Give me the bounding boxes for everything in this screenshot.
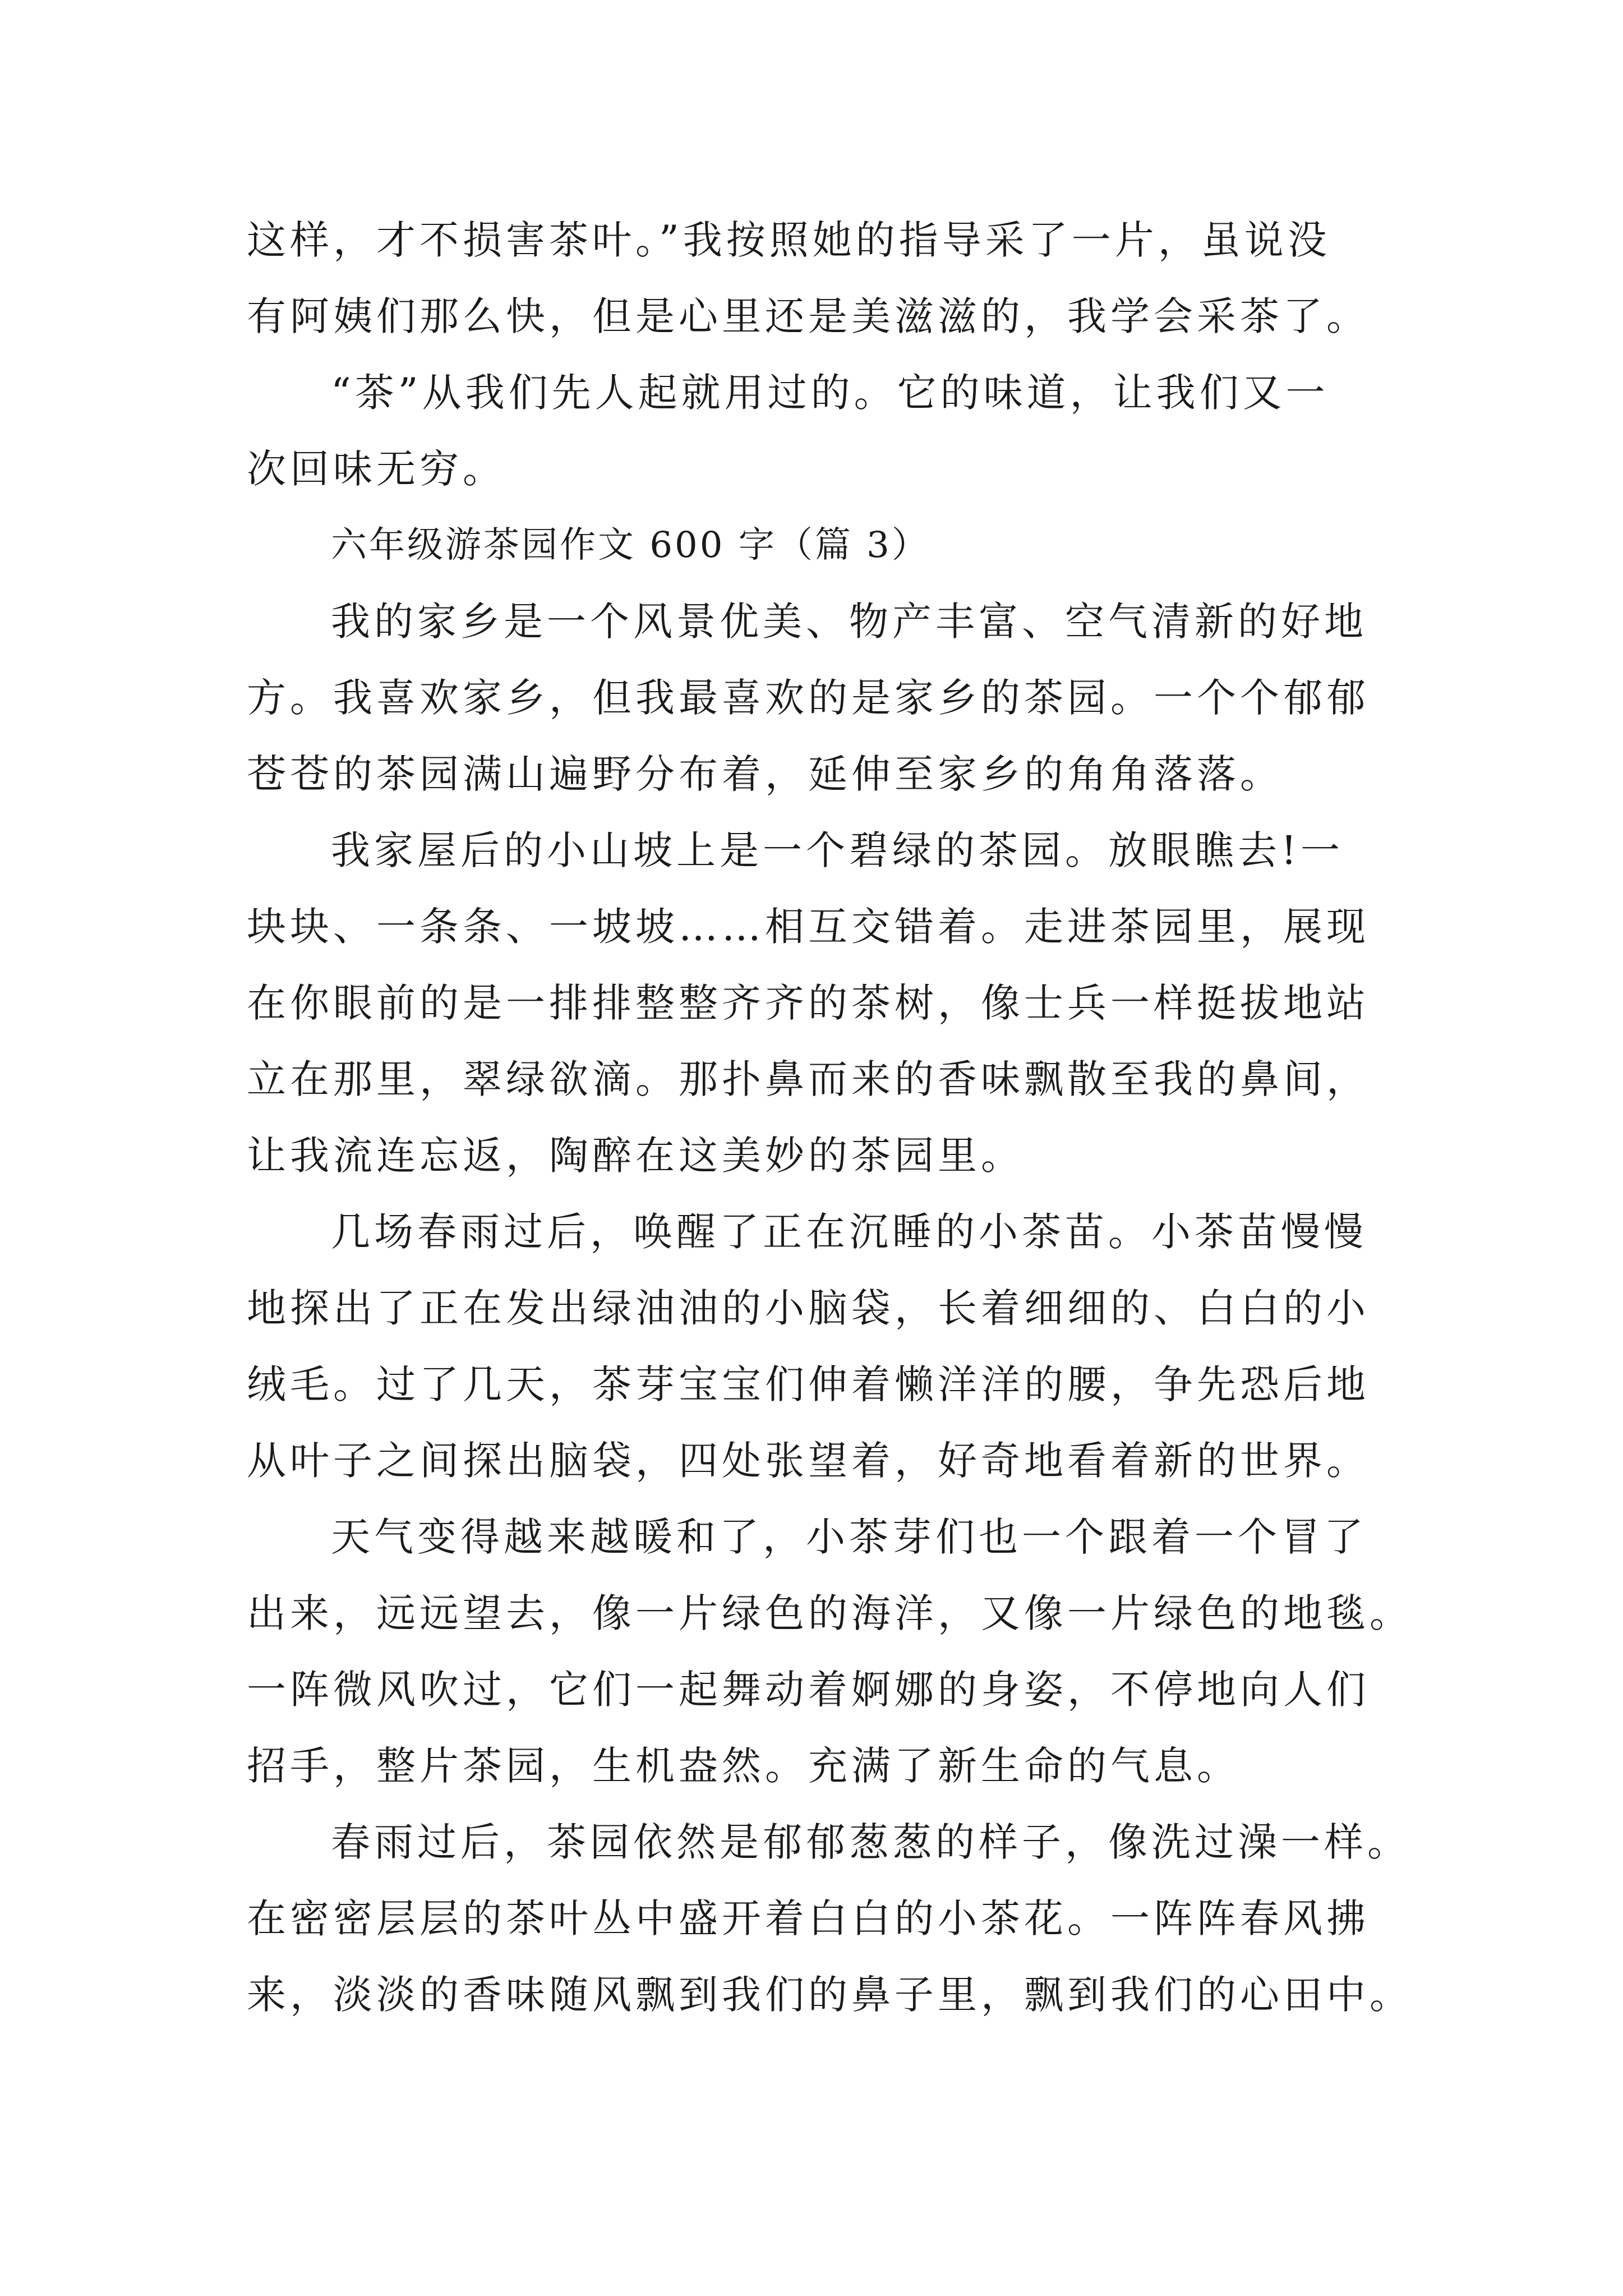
section-heading: 六年级游茶园作文 600 字（篇 3） [331,524,930,566]
text-line: 从叶子之间探出脑袋，四处张望着，好奇地看着新的世界。 [247,1438,1370,1484]
text-line: 块块、一条条、一坡坡……相互交错着。走进茶园里，展现 [247,904,1370,950]
text-line: 出来，远远望去，像一片绿色的海洋，又像一片绿色的地毯。 [247,1590,1413,1636]
text-line: 立在那里，翠绿欲滴。那扑鼻而来的香味飘散至我的鼻间， [247,1056,1370,1102]
paragraph-start-line: “茶”从我们先人起就用过的。它的味道，让我们又一 [331,370,1329,416]
paragraph-start-line: 春雨过后，茶园依然是郁郁葱葱的样子，像洗过澡一样。 [331,1819,1410,1865]
text-line: 来，淡淡的香味随风飘到我们的鼻子里，飘到我们的心田中。 [247,1972,1413,2018]
text-line: 招手，整片茶园，生机盎然。充满了新生命的气息。 [247,1743,1240,1789]
text-line: 有阿姨们那么快，但是心里还是美滋滋的，我学会采茶了。 [247,293,1370,339]
text-line: 这样，才不损害茶叶。”我按照她的指导采了一片，虽说没 [247,217,1331,263]
text-line: 在密密层层的茶叶丛中盛开着白白的小茶花。一阵阵春风拂 [247,1895,1370,1941]
paragraph-start-line: 我的家乡是一个风景优美、物产丰富、空气清新的好地 [331,599,1367,645]
text-line: 苍苍的茶园满山遍野分布着，延伸至家乡的角角落落。 [247,751,1283,797]
text-line: 次回味无穷。 [247,446,506,492]
paragraph-start-line: 天气变得越来越暖和了，小茶芽们也一个跟着一个冒了 [331,1514,1367,1560]
text-line: 让我流连忘返，陶醉在这美妙的茶园里。 [247,1133,1024,1179]
text-line: 方。我喜欢家乡，但我最喜欢的是家乡的茶园。一个个郁郁 [247,675,1370,721]
body-text [247,202,1413,2033]
paragraph-start-line: 几场春雨过后，唤醒了正在沉睡的小茶苗。小茶苗慢慢 [331,1209,1367,1255]
text-line: 地探出了正在发出绿油油的小脑袋，长着细细的、白白的小 [247,1285,1370,1331]
paragraph-start-line: 我家屋后的小山坡上是一个碧绿的茶园。放眼瞧去!一 [331,827,1344,873]
text-line: 在你眼前的是一排排整整齐齐的茶树，像士兵一样挺拔地站 [247,980,1370,1026]
text-line: 一阵微风吹过，它们一起舞动着婀娜的身姿，不停地向人们 [247,1667,1370,1713]
text-line: 绒毛。过了几天，茶芽宝宝们伸着懒洋洋的腰，争先恐后地 [247,1361,1370,1407]
